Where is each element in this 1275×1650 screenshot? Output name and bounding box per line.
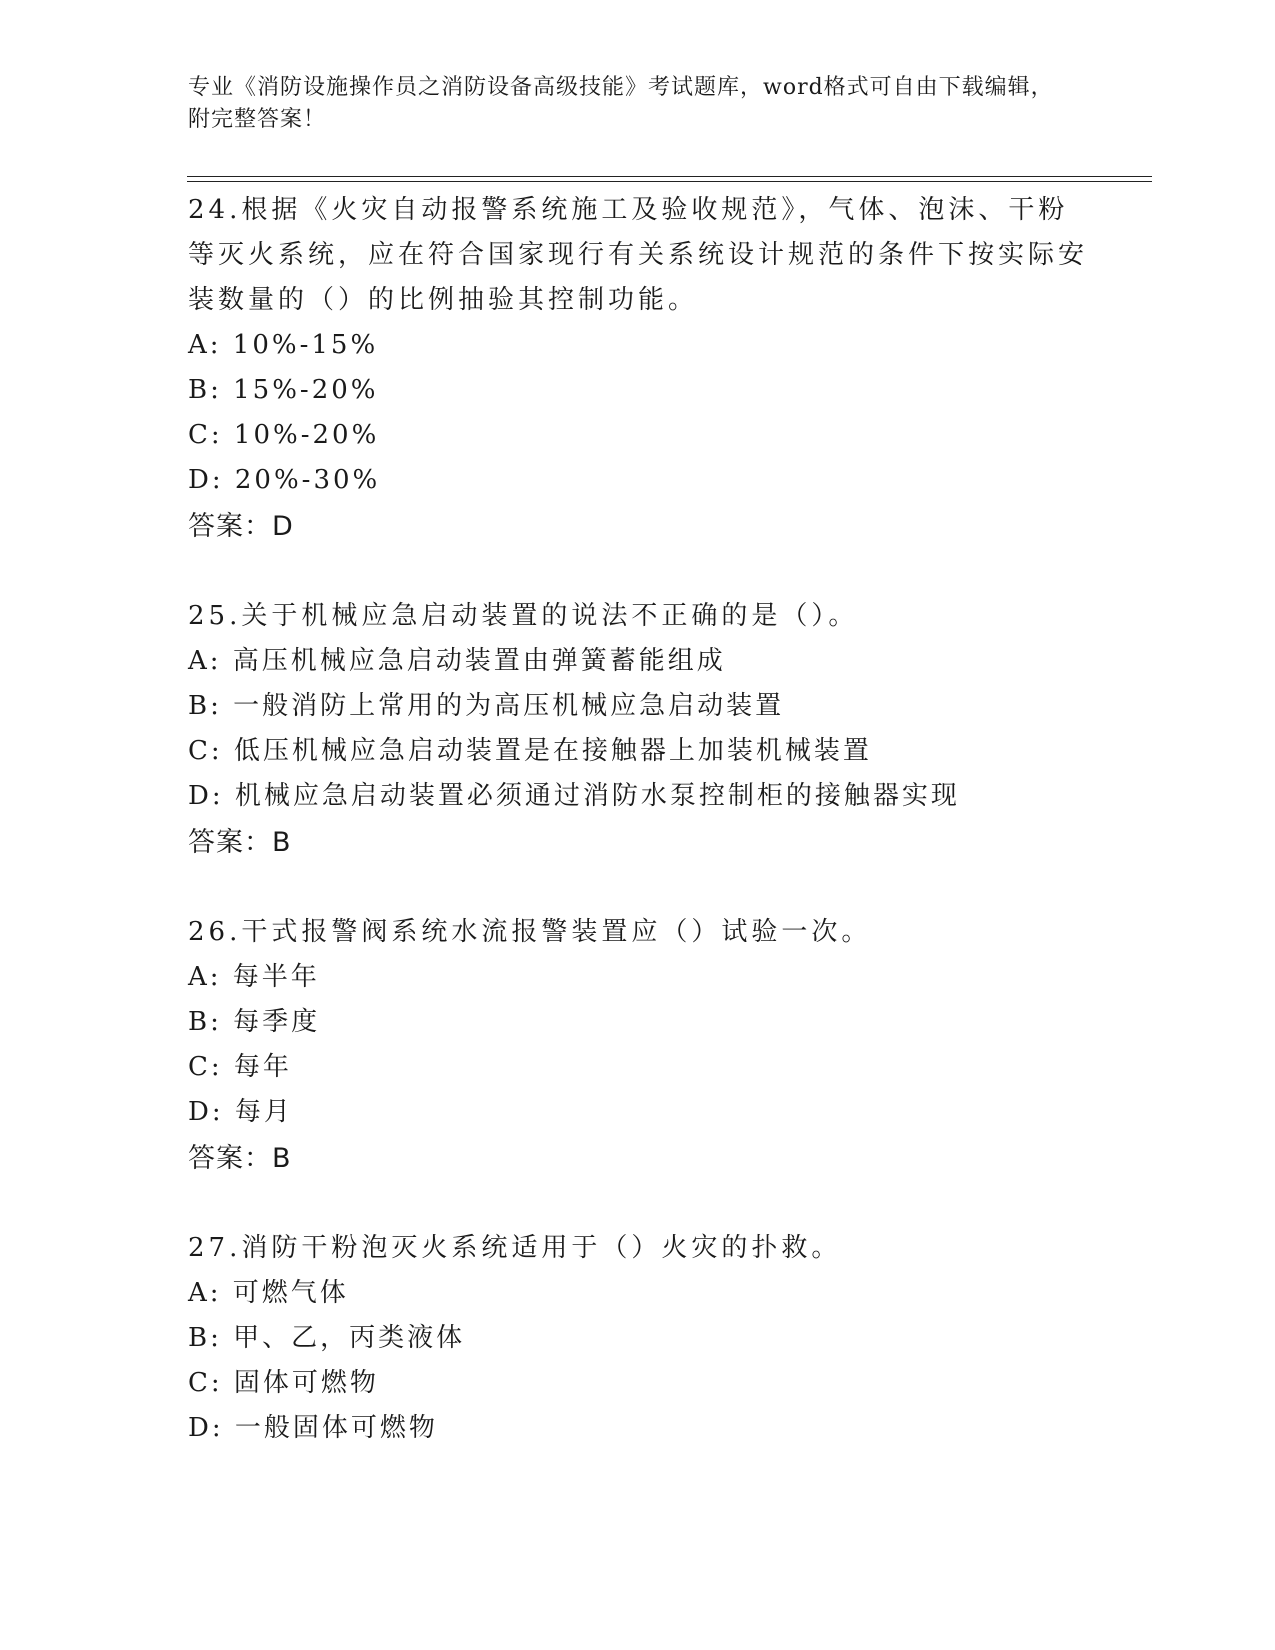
question-stem: 26.干式报警阀系统水流报警装置应（）试验一次。 xyxy=(188,917,872,947)
question-25 xyxy=(188,594,1088,866)
option-b: B: 一般消防上常用的为高压机械应急启动装置 xyxy=(188,691,785,721)
question-stem: 25.关于机械应急启动装置的说法不正确的是（）。 xyxy=(188,601,859,631)
header-divider-bottom xyxy=(187,181,1152,182)
option-d: D: 每月 xyxy=(188,1097,293,1127)
option-a: A: 10%-15% xyxy=(188,330,379,360)
option-b: B: 每季度 xyxy=(188,1007,321,1037)
question-26 xyxy=(188,910,1088,1182)
question-stem: 24.根据《火灾自动报警系统施工及验收规范》，气体、泡沫、干粉等灭火系统，应在符合国家现行有关系统设计规范的条件下按实际安装数量的（）的比例抽验其控制功能。 xyxy=(188,195,1089,315)
option-d: D: 一般固体可燃物 xyxy=(188,1413,438,1443)
option-b: B: 甲、乙，丙类液体 xyxy=(188,1323,466,1353)
option-a: A: 每半年 xyxy=(188,962,320,992)
option-d: D: 20%-30% xyxy=(188,465,381,495)
document-header: 专业《消防设施操作员之消防设备高级技能》考试题库，word格式可自由下载编辑，附完整答案！ xyxy=(188,75,1054,132)
option-c: C: 10%-20% xyxy=(188,420,380,450)
option-d: D: 机械应急启动装置必须通过消防水泵控制柜的接触器实现 xyxy=(188,781,960,811)
option-b: B: 15%-20% xyxy=(188,375,379,405)
option-a: A: 可燃气体 xyxy=(188,1278,349,1308)
option-a: A: 高压机械应急启动装置由弹簧蓄能组成 xyxy=(188,646,726,676)
answer-line: 答案：D xyxy=(188,511,294,542)
option-c: C: 固体可燃物 xyxy=(188,1368,379,1398)
question-24 xyxy=(188,188,1088,550)
option-c: C: 每年 xyxy=(188,1052,292,1082)
answer-line: 答案：B xyxy=(188,827,292,858)
option-c: C: 低压机械应急启动装置是在接触器上加装机械装置 xyxy=(188,736,872,766)
question-stem: 27.消防干粉泡灭火系统适用于（）火灾的扑救。 xyxy=(188,1233,842,1263)
answer-line: 答案：B xyxy=(188,1143,292,1174)
header-divider-top xyxy=(187,176,1152,177)
question-27 xyxy=(188,1226,1088,1451)
question-list xyxy=(188,188,1088,1495)
